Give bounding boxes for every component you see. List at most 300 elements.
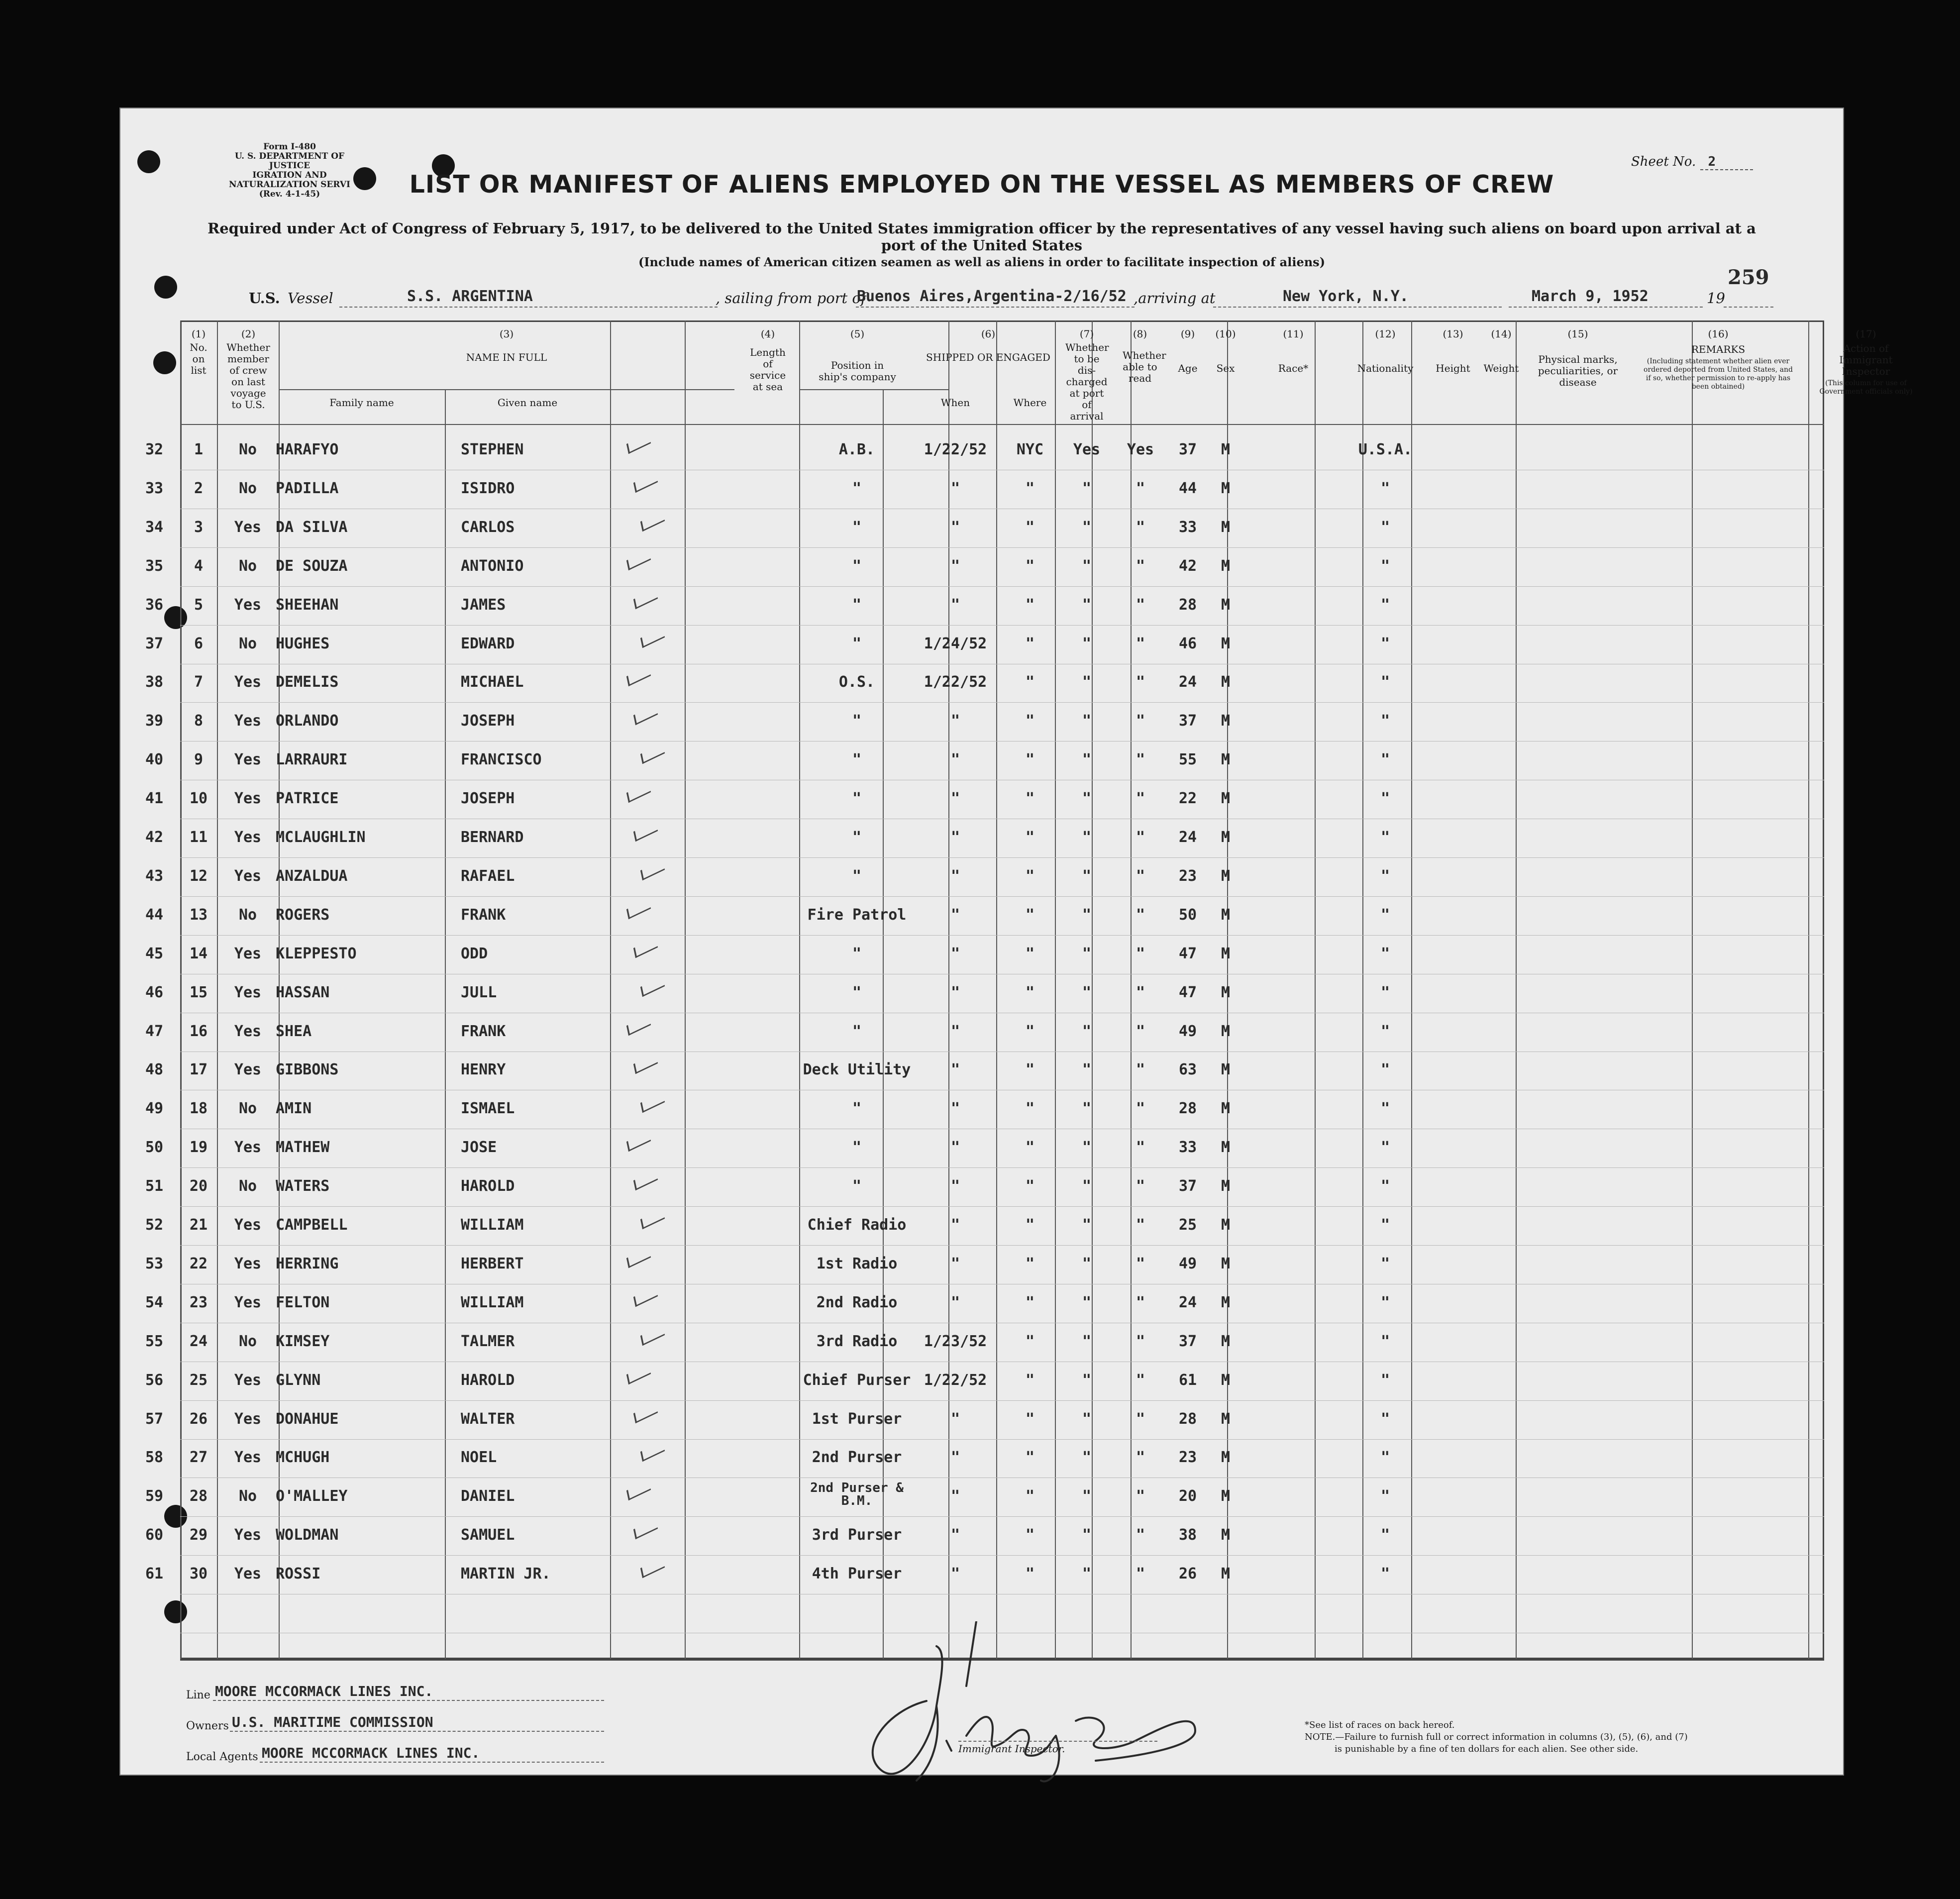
nationality-cell: " — [1380, 1022, 1390, 1040]
line-number-cell: 34 — [145, 518, 164, 536]
ruled-line — [180, 702, 1824, 703]
able-to-read-cell: " — [1135, 945, 1145, 962]
vessel-label: Vessel — [288, 290, 333, 307]
line-number-cell: 36 — [145, 596, 164, 614]
line-label: Line — [186, 1689, 210, 1701]
position-cell: 2nd Radio — [816, 1293, 898, 1311]
able-to-read-cell: " — [1135, 790, 1145, 808]
vessel-underline — [339, 307, 718, 308]
given-name-cell: JULL — [461, 983, 497, 1001]
family-name-cell: DEMELIS — [276, 673, 339, 691]
include-note: (Include names of American citizen seamen as well as aliens in order to facilitate inspection of aliens) — [638, 255, 1326, 269]
line-number-cell: 33 — [145, 479, 164, 497]
col11-label: Race* — [1278, 362, 1309, 374]
position-cell: " — [852, 790, 862, 808]
able-to-read-cell: " — [1135, 1139, 1145, 1157]
table-row — [120, 903, 1843, 935]
age-cell: 33 — [1178, 518, 1197, 536]
previous-voyage-cell: Yes — [234, 712, 262, 730]
age-cell: 46 — [1178, 634, 1197, 652]
col2-header — [219, 328, 278, 411]
age-cell: 24 — [1178, 673, 1197, 691]
previous-voyage-cell: Yes — [234, 1371, 262, 1389]
position-cell: 2nd Purser & B.M. — [810, 1480, 904, 1509]
sex-cell: M — [1221, 1410, 1231, 1428]
discharged-cell: " — [1082, 1100, 1092, 1118]
col9-header — [1169, 328, 1206, 374]
age-cell: 49 — [1178, 1255, 1197, 1272]
previous-voyage-cell: Yes — [234, 1410, 262, 1428]
line-number-cell: 56 — [145, 1371, 164, 1389]
position-cell: O.S. — [838, 673, 875, 691]
ruled-line — [180, 1516, 1824, 1517]
sex-cell: M — [1221, 1216, 1231, 1234]
col13-label: Height — [1436, 362, 1470, 374]
family-name-cell: LARRAURI — [276, 751, 348, 769]
discharged-cell: Yes — [1073, 441, 1101, 458]
table-row — [120, 1330, 1843, 1362]
shipped-where-cell: " — [1025, 1449, 1035, 1467]
col4-num: (4) — [760, 328, 775, 340]
line-number-cell: 43 — [145, 867, 164, 885]
given-name-cell: FRANK — [461, 906, 506, 924]
age-cell: 23 — [1178, 867, 1197, 885]
owners-value: U.S. MARITIME COMMISSION — [232, 1714, 433, 1730]
position-cell: 2nd Purser — [812, 1449, 902, 1467]
age-cell: 22 — [1178, 790, 1197, 808]
agents-value: MOORE MCCORMACK LINES INC. — [262, 1745, 480, 1761]
able-to-read-cell: " — [1135, 1061, 1145, 1079]
line-number-cell: 42 — [145, 829, 164, 846]
shipped-when-cell: " — [950, 1022, 960, 1040]
row-number-cell: 11 — [189, 829, 208, 846]
family-name-cell: WOLDMAN — [276, 1526, 339, 1544]
given-name-cell: DANIEL — [461, 1487, 515, 1505]
line-number-cell: 54 — [145, 1293, 164, 1311]
family-name-cell: WATERS — [276, 1177, 330, 1195]
table-row — [120, 942, 1843, 974]
line-number-cell: 46 — [145, 983, 164, 1001]
col7-label: Whether to be dis-charged at port of arrival — [1065, 341, 1109, 422]
discharged-cell: " — [1082, 751, 1092, 769]
able-to-read-cell: " — [1135, 906, 1145, 924]
sex-cell: M — [1221, 1100, 1231, 1118]
previous-voyage-cell: Yes — [234, 751, 262, 769]
given-name-cell: JOSEPH — [461, 790, 515, 808]
shipped-where-cell: " — [1025, 829, 1035, 846]
form-id: Form I-480 — [263, 142, 316, 152]
col4-header — [734, 328, 801, 393]
nationality-cell: " — [1380, 867, 1390, 885]
previous-voyage-cell: Yes — [234, 596, 262, 614]
shipped-where-cell: " — [1025, 790, 1035, 808]
position-cell: Chief Radio — [807, 1216, 907, 1234]
row-number-cell: 27 — [189, 1449, 208, 1467]
shipped-where-cell: " — [1025, 867, 1035, 885]
shipped-when-cell: " — [950, 1410, 960, 1428]
table-row — [120, 1174, 1843, 1206]
shipped-when-cell: " — [950, 557, 960, 575]
discharged-cell: " — [1082, 712, 1092, 730]
row-number-cell: 17 — [189, 1061, 208, 1079]
table-row — [120, 632, 1843, 664]
able-to-read-cell: " — [1135, 1255, 1145, 1272]
sex-cell: M — [1221, 518, 1231, 536]
nationality-cell: " — [1380, 596, 1390, 614]
table-row — [120, 438, 1843, 470]
family-name-cell: GIBBONS — [276, 1061, 339, 1079]
discharged-cell: " — [1082, 829, 1092, 846]
col15-header — [1526, 328, 1630, 388]
age-cell: 24 — [1178, 1293, 1197, 1311]
col3-label: NAME IN FULL — [466, 351, 547, 363]
given-name-cell: JOSEPH — [461, 712, 515, 730]
shipped-where-cell: " — [1025, 945, 1035, 962]
col7-num: (7) — [1079, 328, 1094, 340]
family-name-cell: SHEEHAN — [276, 596, 339, 614]
agents-underline — [260, 1762, 604, 1763]
able-to-read-cell: " — [1135, 751, 1145, 769]
family-name-cell: HARAFYO — [276, 441, 339, 458]
position-cell: " — [852, 712, 862, 730]
able-to-read-cell: " — [1135, 1293, 1145, 1311]
family-name-cell: KIMSEY — [276, 1332, 330, 1350]
nationality-cell: " — [1380, 790, 1390, 808]
year-label: 19 — [1707, 290, 1725, 307]
age-cell: 37 — [1178, 1332, 1197, 1350]
sex-cell: M — [1221, 1332, 1231, 1350]
previous-voyage-cell: Yes — [234, 790, 262, 808]
row-number-cell: 1 — [194, 441, 204, 458]
shipped-where-cell: NYC — [1016, 441, 1044, 458]
shipped-where-cell: " — [1025, 1177, 1035, 1195]
shipped-when-cell: " — [950, 1139, 960, 1157]
family-name-cell: ROGERS — [276, 906, 330, 924]
required-note: Required under Act of Congress of February 5, 1917, to be delivered to the United States immigration officer by the representatives of any vessel having such aliens on board upon arrival at a — [207, 220, 1756, 237]
nationality-cell: " — [1380, 1139, 1390, 1157]
nationality-cell: " — [1380, 1255, 1390, 1272]
position-cell: " — [852, 1022, 862, 1040]
age-cell: 44 — [1178, 479, 1197, 497]
col13-header — [1429, 328, 1477, 374]
age-cell: 28 — [1178, 1100, 1197, 1118]
row-number-cell: 7 — [194, 673, 204, 691]
age-cell: 37 — [1178, 712, 1197, 730]
col16-label: REMARKS — [1691, 343, 1746, 355]
table-row — [120, 1369, 1843, 1400]
able-to-read-cell: " — [1135, 1100, 1145, 1118]
col8-num: (8) — [1133, 328, 1147, 340]
col6-where-header: Where — [1013, 397, 1047, 409]
nationality-cell: " — [1380, 1293, 1390, 1311]
sex-cell: M — [1221, 829, 1231, 846]
shipped-where-cell: " — [1025, 1371, 1035, 1389]
shipped-when-cell: 1/23/52 — [924, 1332, 987, 1350]
col16-num: (16) — [1708, 328, 1729, 340]
table-row — [120, 593, 1843, 625]
position-cell: " — [852, 479, 862, 497]
previous-voyage-cell: No — [238, 1100, 257, 1118]
family-name-cell: DA SILVA — [276, 518, 348, 536]
shipped-when-cell: " — [950, 945, 960, 962]
given-name-cell: WILLIAM — [461, 1216, 524, 1234]
row-number-cell: 14 — [189, 945, 208, 962]
discharged-cell: " — [1082, 983, 1092, 1001]
shipped-when-cell: " — [950, 1449, 960, 1467]
able-to-read-cell: " — [1135, 1565, 1145, 1583]
age-cell: 49 — [1178, 1022, 1197, 1040]
col15-label: Physical marks, peculiarities, or disease — [1538, 353, 1618, 388]
table-row — [120, 1136, 1843, 1167]
shipped-when-cell: " — [950, 1061, 960, 1079]
col13-num: (13) — [1443, 328, 1463, 340]
family-name-cell: KLEPPESTO — [276, 945, 357, 962]
position-cell: " — [852, 518, 862, 536]
family-name-cell: HUGHES — [276, 634, 330, 652]
sex-cell: M — [1221, 557, 1231, 575]
position-cell: " — [852, 829, 862, 846]
shipped-when-cell: " — [950, 479, 960, 497]
nationality-cell: " — [1380, 906, 1390, 924]
line-number-cell: 53 — [145, 1255, 164, 1272]
table-row — [120, 1480, 1843, 1516]
col17-header — [1808, 328, 1924, 396]
row-number-cell: 5 — [194, 596, 204, 614]
col6-when-header: When — [940, 397, 970, 409]
given-name-cell: TALMER — [461, 1332, 515, 1350]
shipped-when-cell: " — [950, 1100, 960, 1118]
col6-header — [914, 328, 1063, 363]
table-row — [120, 981, 1843, 1013]
position-cell: 4th Purser — [812, 1565, 902, 1583]
ruled-line — [180, 625, 1824, 626]
discharged-cell: " — [1082, 1371, 1092, 1389]
col16-header — [1630, 328, 1806, 391]
shipped-where-cell: " — [1025, 1255, 1035, 1272]
row-number-cell: 16 — [189, 1022, 208, 1040]
sex-cell: M — [1221, 1293, 1231, 1311]
shipped-when-cell: " — [950, 1293, 960, 1311]
shipped-when-cell: " — [950, 1526, 960, 1544]
form-rev: (Rev. 4-1-45) — [259, 189, 320, 199]
sex-cell: M — [1221, 1061, 1231, 1079]
sex-cell: M — [1221, 906, 1231, 924]
position-cell: " — [852, 867, 862, 885]
arriving-underline — [1213, 307, 1502, 308]
table-row — [120, 1058, 1843, 1090]
nationality-cell: " — [1380, 1061, 1390, 1079]
line-number-cell: 39 — [145, 712, 164, 730]
discharged-cell: " — [1082, 1177, 1092, 1195]
shipped-where-cell: " — [1025, 634, 1035, 652]
nationality-cell: " — [1380, 673, 1390, 691]
form-service: IGRATION AND NATURALIZATION SERVI — [229, 170, 350, 190]
table-row — [120, 1446, 1843, 1477]
col17-sub: (This column for use of Government officials only) — [1819, 379, 1913, 396]
nationality-cell: " — [1380, 634, 1390, 652]
arriving-at: New York, N.Y. — [1283, 288, 1409, 305]
family-name-cell: PADILLA — [276, 479, 339, 497]
able-to-read-cell: " — [1135, 1022, 1145, 1040]
nationality-cell: " — [1380, 1100, 1390, 1118]
position-cell: " — [852, 596, 862, 614]
table-row — [120, 1523, 1843, 1555]
position-cell: " — [852, 751, 862, 769]
line-number-cell: 60 — [145, 1526, 164, 1544]
ruled-line — [180, 1439, 1824, 1440]
position-cell: A.B. — [838, 441, 875, 458]
line-number-cell: 32 — [145, 441, 164, 458]
given-name-cell: RAFAEL — [461, 867, 515, 885]
position-cell: Deck Utility — [803, 1061, 911, 1079]
shipped-when-cell: 1/24/52 — [924, 634, 987, 652]
family-name-cell: MCHUGH — [276, 1449, 330, 1467]
line-number-cell: 40 — [145, 751, 164, 769]
sex-cell: M — [1221, 441, 1231, 458]
family-name-cell: MCLAUGHLIN — [276, 829, 366, 846]
row-number-cell: 30 — [189, 1565, 208, 1583]
table-row — [120, 709, 1843, 741]
able-to-read-cell: " — [1135, 829, 1145, 846]
discharged-cell: " — [1082, 1526, 1092, 1544]
shipped-subheader-rule — [799, 389, 948, 390]
family-name-cell: ROSSI — [276, 1565, 321, 1583]
sex-cell: M — [1221, 712, 1231, 730]
shipped-when-cell: " — [950, 867, 960, 885]
page-title: LIST OR MANIFEST OF ALIENS EMPLOYED ON THE VESSEL AS MEMBERS OF CREW — [409, 170, 1554, 199]
family-name-cell: MATHEW — [276, 1139, 330, 1157]
age-cell: 37 — [1178, 1177, 1197, 1195]
row-number-cell: 10 — [189, 790, 208, 808]
table-row — [120, 748, 1843, 780]
sailing-underline — [856, 307, 1135, 308]
able-to-read-cell: " — [1135, 518, 1145, 536]
able-to-read-cell: " — [1135, 1410, 1145, 1428]
shipped-where-cell: " — [1025, 557, 1035, 575]
arriving-label: ,arriving at — [1134, 290, 1216, 307]
given-name-cell: HAROLD — [461, 1371, 515, 1389]
family-name-cell: DONAHUE — [276, 1410, 339, 1428]
family-name-cell: CAMPBELL — [276, 1216, 348, 1234]
nationality-cell: " — [1380, 829, 1390, 846]
age-cell: 47 — [1178, 945, 1197, 962]
able-to-read-cell: " — [1135, 596, 1145, 614]
table-row — [120, 1097, 1843, 1129]
sex-cell: M — [1221, 1371, 1231, 1389]
previous-voyage-cell: No — [238, 1487, 257, 1505]
shipped-where-cell: " — [1025, 673, 1035, 691]
shipped-when-cell: " — [950, 983, 960, 1001]
able-to-read-cell: " — [1135, 1449, 1145, 1467]
previous-voyage-cell: Yes — [234, 518, 262, 536]
col3-header — [279, 328, 734, 363]
table-row — [120, 1291, 1843, 1323]
family-name-cell: O'MALLEY — [276, 1487, 348, 1505]
col3-num: (3) — [499, 328, 514, 340]
discharged-cell: " — [1082, 867, 1092, 885]
col8-header — [1111, 328, 1169, 384]
table-row — [120, 477, 1843, 509]
table-row — [120, 864, 1843, 896]
able-to-read-cell: " — [1135, 1332, 1145, 1350]
owners-label: Owners — [186, 1720, 229, 1732]
owners-underline — [230, 1731, 604, 1732]
year-underline — [1724, 307, 1773, 308]
given-name-cell: HERBERT — [461, 1255, 524, 1272]
col11-header — [1245, 328, 1341, 374]
col16-sub: (Including statement whether alien ever ordered deported from United States, and if so, whether permission to re-apply has been obtained) — [1644, 357, 1793, 391]
family-name-cell: GLYNN — [276, 1371, 321, 1389]
col5-label: Position in ship's company — [819, 359, 896, 383]
given-name-cell: HAROLD — [461, 1177, 515, 1195]
col11-num: (11) — [1283, 328, 1304, 340]
table-row — [120, 1020, 1843, 1052]
able-to-read-cell: " — [1135, 634, 1145, 652]
shipped-when-cell: " — [950, 906, 960, 924]
discharged-cell: " — [1082, 518, 1092, 536]
line-underline — [213, 1700, 604, 1701]
col17-label: Action of Immigrant Inspector — [1839, 342, 1893, 377]
line-number-cell: 48 — [145, 1061, 164, 1079]
line-number-cell: 58 — [145, 1449, 164, 1467]
shipped-where-cell: " — [1025, 1061, 1035, 1079]
family-name-cell: HASSAN — [276, 983, 330, 1001]
discharged-cell: " — [1082, 557, 1092, 575]
age-cell: 24 — [1178, 829, 1197, 846]
age-cell: 50 — [1178, 906, 1197, 924]
family-name-cell: DE SOUZA — [276, 557, 348, 575]
given-name-cell: NOEL — [461, 1449, 497, 1467]
previous-voyage-cell: No — [238, 441, 257, 458]
nationality-cell: " — [1380, 1371, 1390, 1389]
line-number-cell: 49 — [145, 1100, 164, 1118]
row-number-cell: 28 — [189, 1487, 208, 1505]
discharged-cell: " — [1082, 596, 1092, 614]
col2-label: Whether member of crew on last voyage to U.S. — [226, 341, 270, 411]
able-to-read-cell: " — [1135, 673, 1145, 691]
previous-voyage-cell: Yes — [234, 945, 262, 962]
age-cell: 33 — [1178, 1139, 1197, 1157]
sex-cell: M — [1221, 479, 1231, 497]
col14-header — [1477, 328, 1526, 374]
nationality-cell: " — [1380, 1449, 1390, 1467]
date-underline — [1509, 307, 1703, 308]
age-cell: 25 — [1178, 1216, 1197, 1234]
position-cell: 3rd Radio — [816, 1332, 898, 1350]
sex-cell: M — [1221, 1022, 1231, 1040]
fine-note: is punishable by a fine of ten dollars for each alien. See other side. — [1335, 1744, 1639, 1754]
sex-cell: M — [1221, 945, 1231, 962]
nationality-cell: " — [1380, 1410, 1390, 1428]
ruled-line — [180, 896, 1824, 897]
sex-cell: M — [1221, 1449, 1231, 1467]
table-row — [120, 516, 1843, 547]
inspector-label: Immigrant Inspector. — [958, 1741, 1157, 1755]
given-name-cell: ODD — [461, 945, 488, 962]
nationality-cell: " — [1380, 983, 1390, 1001]
col3-family-header: Family name — [329, 397, 394, 409]
previous-voyage-cell: No — [238, 479, 257, 497]
previous-voyage-cell: Yes — [234, 1255, 262, 1272]
line-number-cell: 37 — [145, 634, 164, 652]
previous-voyage-cell: Yes — [234, 867, 262, 885]
given-name-cell: ISMAEL — [461, 1100, 515, 1118]
col1-header — [180, 328, 217, 376]
line-number-cell: 35 — [145, 557, 164, 575]
shipped-when-cell: " — [950, 1255, 960, 1272]
row-number-cell: 6 — [194, 634, 204, 652]
ruled-line — [180, 1245, 1824, 1246]
